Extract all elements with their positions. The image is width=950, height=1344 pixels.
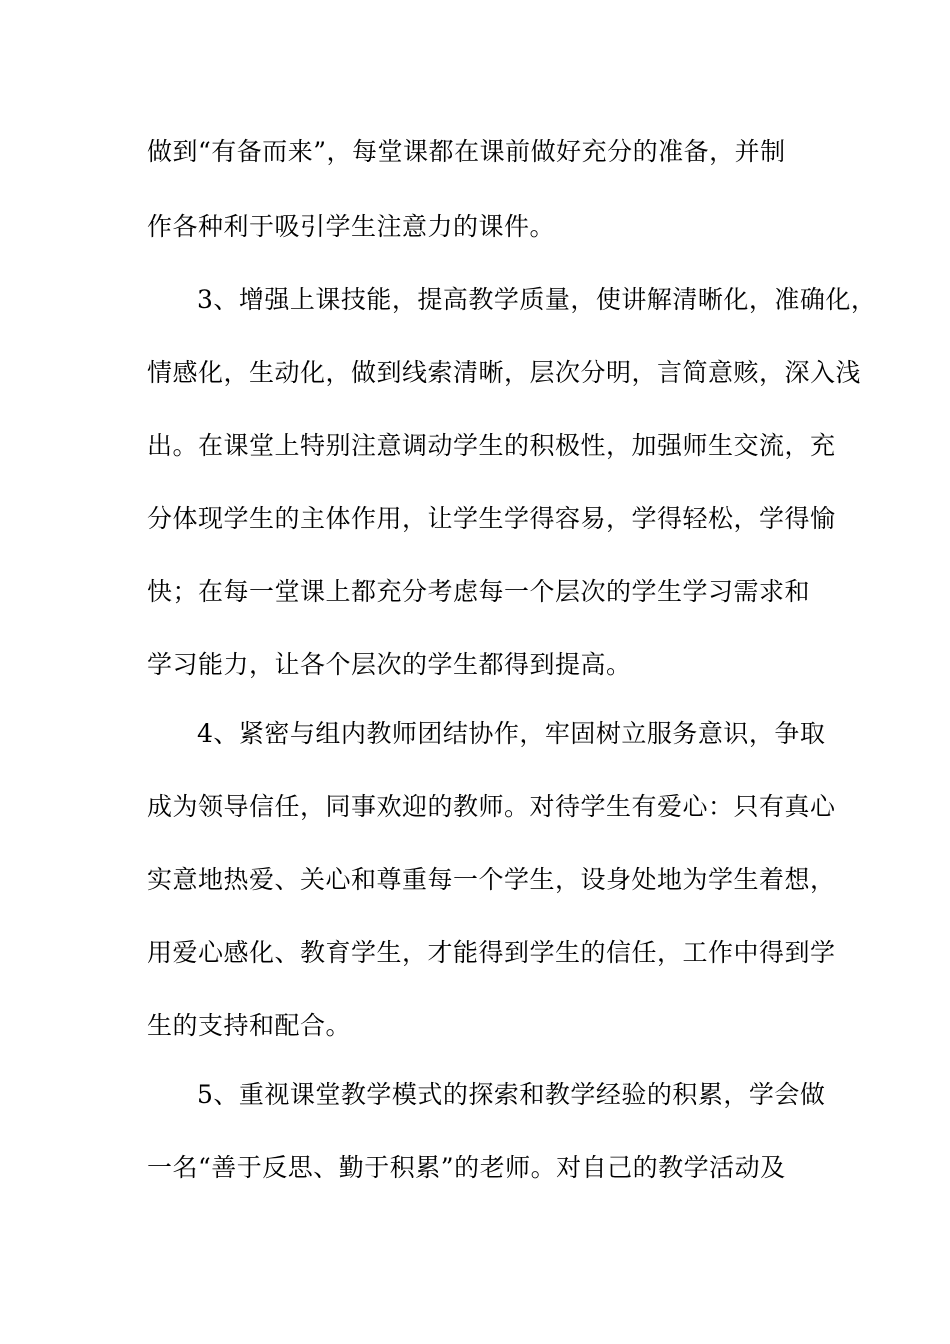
paragraph-3-start: 3、增强上课技能，提高教学质量，使讲解清晰化，准确化， — [197, 285, 877, 314]
text-line: 生的支持和配合。 — [147, 1011, 352, 1040]
text-line: 实意地热爱、关心和尊重每一个学生，设身处地为学生着想， — [147, 865, 836, 894]
text-line: 分体现学生的主体作用，让学生学得容易，学得轻松，学得愉 — [147, 504, 836, 533]
text-line: 出。在课堂上特别注意调动学生的积极性，加强师生交流，充 — [147, 431, 836, 460]
text-line: 学习能力，让各个层次的学生都得到提高。 — [147, 650, 632, 679]
text-line: 用爱心感化、教育学生，才能得到学生的信任，工作中得到学 — [147, 938, 836, 967]
text-line: 快；在每一堂课上都充分考虑每一个层次的学生学习需求和 — [147, 577, 811, 606]
text-line: 作各种利于吸引学生注意力的课件。 — [147, 212, 556, 241]
paragraph-5-start: 5、重视课堂教学模式的探索和教学经验的积累，学会做 — [197, 1080, 826, 1109]
text-line: 成为领导信任，同事欢迎的教师。对待学生有爱心：只有真心 — [147, 792, 836, 821]
text-line: 做到“有备而来”，每堂课都在课前做好充分的准备，并制 — [147, 137, 786, 166]
text-line: 情感化，生动化，做到线索清晰，层次分明，言简意赅，深入浅 — [147, 358, 862, 387]
text-line: 一名“善于反思、勤于积累”的老师。对自己的教学活动及 — [147, 1153, 786, 1182]
paragraph-4-start: 4、紧密与组内教师团结协作，牢固树立服务意识，争取 — [197, 719, 826, 748]
